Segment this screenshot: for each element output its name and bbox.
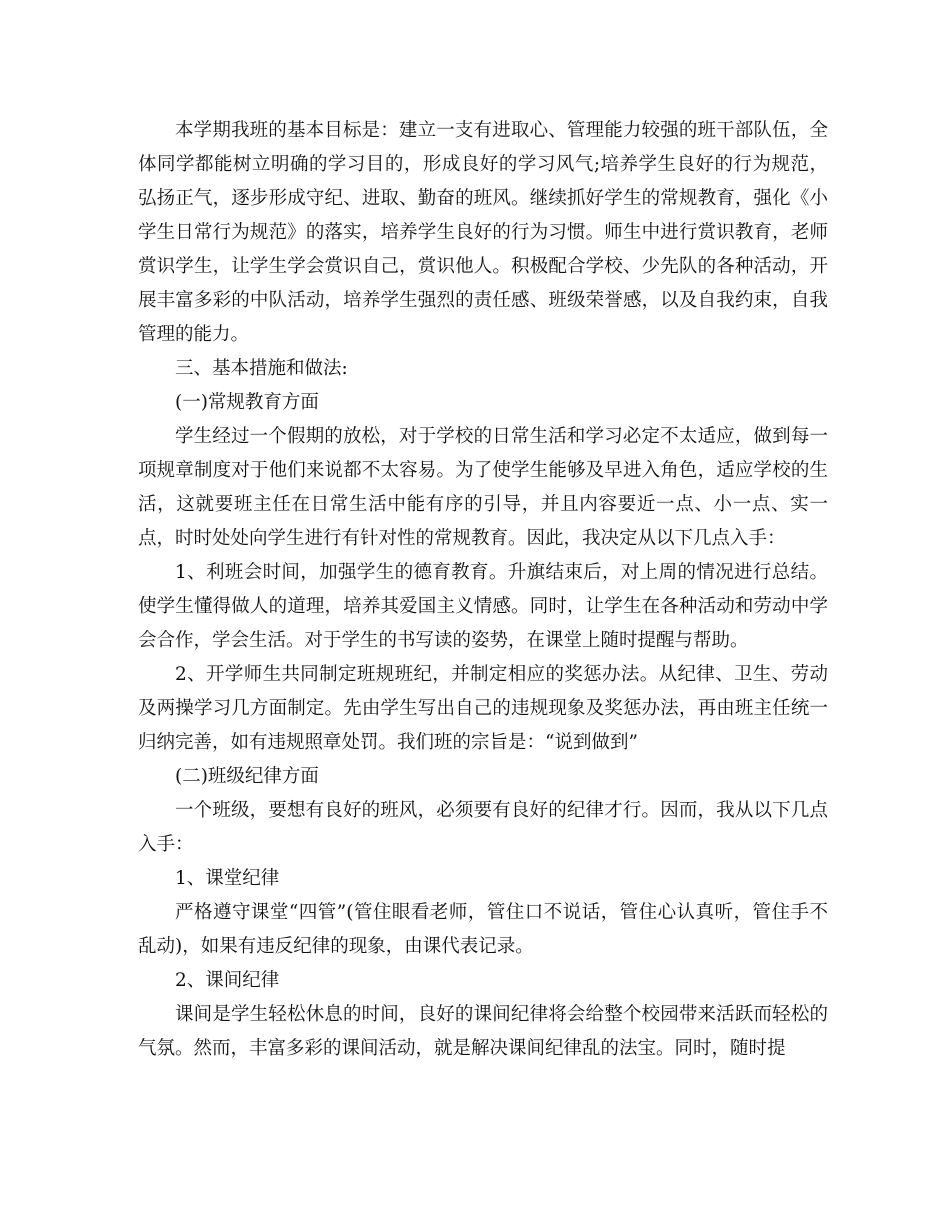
subsection-heading-discipline: (二)班级纪律方面 (175, 766, 319, 787)
document-body (138, 114, 828, 1066)
paragraph-goals: 本学期我班的基本目标是：建立一支有进取心、管理能力较强的班干部队伍，全体同学都能树立明确的学习目的，形成良好的学习风气;培养学生良好的行为规范，弘扬正气，逐步形成守纪、进取、勤奋的班风。继续抓好学生的常规教育，强化《小学生日常行为规范》的落实，培养学生良好的行为习惯。师生中进行赏识教育，老师赏识学生，让学生学会赏识自己，赏识他人。积极配合学校、少先队的各种活动，开展丰富多彩的中队活动，培养学生强烈的责任感、班级荣誉感，以及自我约束，自我管理的能力。 (138, 120, 828, 345)
subsection-heading-routine: (一)常规教育方面 (175, 392, 319, 413)
section-heading-measures: 三、基本措施和做法: (175, 358, 348, 379)
paragraph-routine-intro: 学生经过一个假期的放松，对于学校的日常生活和学习必定不太适应，做到每一项规章制度对于他们来说都不太容易。为了使学生能够及早进入角色，适应学校的生活，这就要班主任在日常生活中能有序的引导，并且内容要近一点、小一点、实一点，时时处处向学生进行有针对性的常规教育。因此，我决定从以下几点入手： (138, 426, 828, 549)
item-heading-recess: 2、课间纪律 (175, 970, 280, 991)
paragraph-routine-item-1: 1、利班会时间，加强学生的德育教育。升旗结束后，对上周的情况进行总结。使学生懂得做人的道理，培养其爱国主义情感。同时，让学生在各种活动和劳动中学会合作，学会生活。对于学生的书写读的姿势，在课堂上随时提醒与帮助。 (138, 562, 828, 651)
paragraph-classroom-discipline: 严格遵守课堂“四管”(管住眼看老师，管住口不说话，管住心认真听，管住手不乱动)，如果有违反纪律的现象，由课代表记录。 (138, 902, 828, 957)
item-heading-classroom: 1、课堂纪律 (175, 868, 280, 889)
paragraph-recess-discipline: 课间是学生轻松休息的时间，良好的课间纪律将会给整个校园带来活跃而轻松的气氛。然而，丰富多彩的课间活动，就是解决课间纪律乱的法宝。同时，随时提 (138, 1004, 828, 1059)
paragraph-routine-item-2: 2、开学师生共同制定班规班纪，并制定相应的奖惩办法。从纪律、卫生、劳动及两操学习几方面制定。先由学生写出自己的违规现象及奖惩办法，再由班主任统一归纳完善，如有违规照章处罚。我们班的宗旨是：“说到做到” (138, 664, 828, 753)
paragraph-discipline-intro: 一个班级，要想有良好的班风，必须要有良好的纪律才行。因而，我从以下几点入手： (138, 800, 828, 855)
